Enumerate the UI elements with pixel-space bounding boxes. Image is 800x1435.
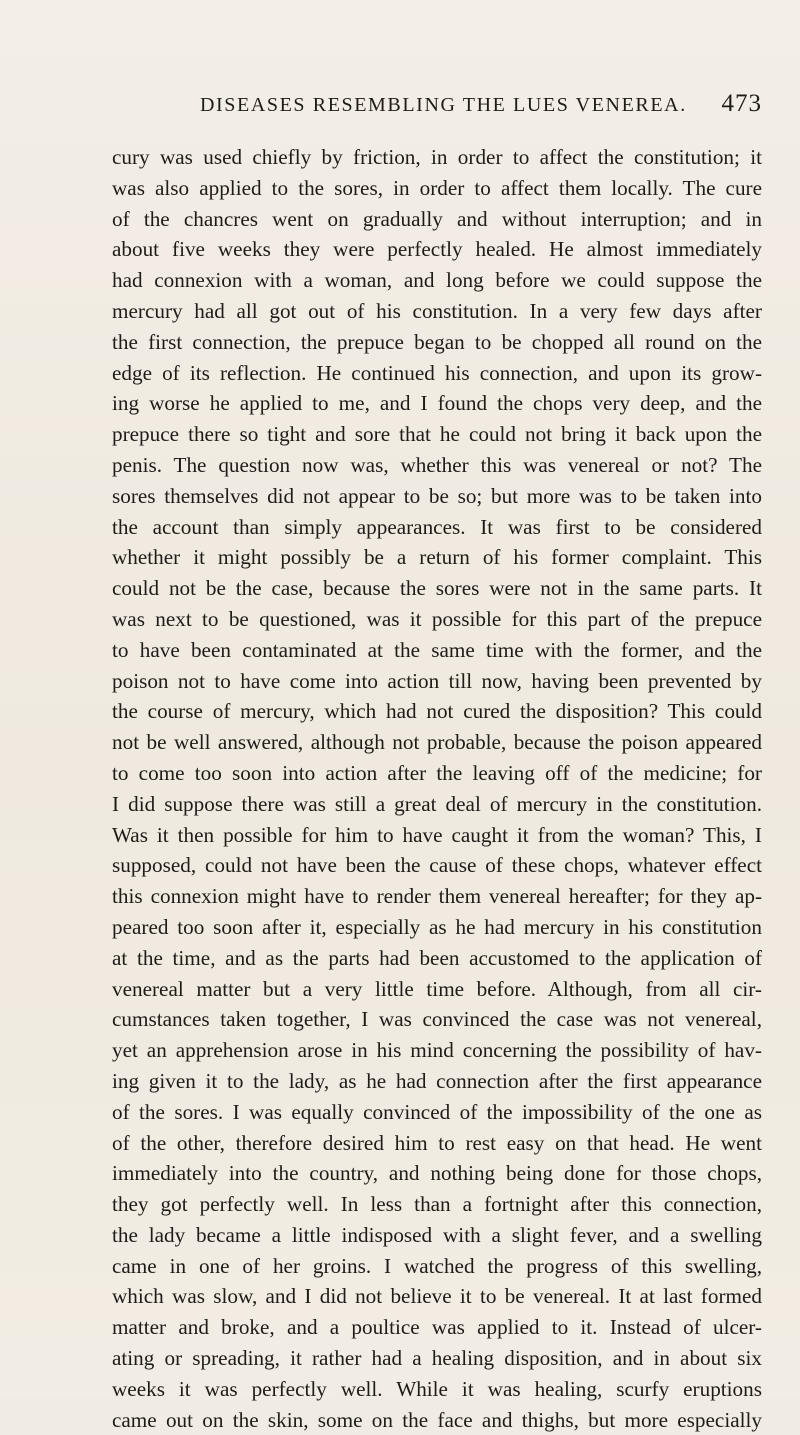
text-line: Was it then possible for him to have caught it from the woman? This, I bbox=[112, 822, 762, 847]
text-line: came out on the skin, some on the face and thighs, but more especially bbox=[112, 1407, 762, 1432]
text-line: was next to be questioned, was it possible for this part of the prepuce bbox=[112, 606, 762, 631]
text-line: mercury had all got out of his constitution. In a very few days after bbox=[112, 298, 762, 323]
text-line: peared too soon after it, especially as he had mercury in his constitution bbox=[112, 914, 762, 939]
text-line: I did suppose there was still a great deal of mercury in the constitution. bbox=[112, 791, 762, 816]
text-line: of the chancres went on gradually and without interruption; and in bbox=[112, 206, 762, 231]
text-line: of the other, therefore desired him to rest easy on that head. He went bbox=[112, 1130, 762, 1155]
text-line: poison not to have come into action till now, having been prevented by bbox=[112, 668, 762, 693]
text-line: immediately into the country, and nothing being done for those chops, bbox=[112, 1161, 762, 1186]
text-line: prepuce there so tight and sore that he could not bring it back upon the bbox=[112, 422, 762, 447]
text-line: could not be the case, because the sores were not in the same parts. It bbox=[112, 576, 762, 601]
text-line: this connexion might have to render them venereal hereafter; for they ap- bbox=[112, 884, 762, 909]
text-line: weeks it was perfectly well. While it was healing, scurfy eruptions bbox=[112, 1376, 762, 1401]
text-line: about five weeks they were perfectly healed. He almost immediately bbox=[112, 237, 762, 262]
text-line: which was slow, and I did not believe it to be venereal. It at last formed bbox=[112, 1284, 762, 1309]
text-line: not be well answered, although not probable, because the poison appeared bbox=[112, 730, 762, 755]
body-text bbox=[112, 142, 762, 1435]
text-line: to come too soon into action after the leaving off of the medicine; for bbox=[112, 760, 762, 785]
text-line: venereal matter but a very little time before. Although, from all cir- bbox=[112, 976, 762, 1001]
text-line: the account than simply appearances. It was first to be considered bbox=[112, 514, 762, 539]
text-line: whether it might possibly be a return of his former complaint. This bbox=[112, 545, 762, 570]
text-line: had connexion with a woman, and long before we could suppose the bbox=[112, 268, 762, 293]
text-line: sores themselves did not appear to be so; but more was to be taken into bbox=[112, 483, 762, 508]
text-line: the first connection, the prepuce began to be chopped all round on the bbox=[112, 329, 762, 354]
text-line: of the sores. I was equally convinced of the impossibility of the one as bbox=[112, 1099, 762, 1124]
text-line: ating or spreading, it rather had a healing disposition, and in about six bbox=[112, 1346, 762, 1371]
running-head bbox=[112, 90, 760, 122]
text-line: came in one of her groins. I watched the progress of this swelling, bbox=[112, 1253, 762, 1278]
text-line: cumstances taken together, I was convinced the case was not venereal, bbox=[112, 1007, 762, 1032]
text-line: penis. The question now was, whether this was venereal or not? The bbox=[112, 452, 762, 477]
text-line: the lady became a little indisposed with a slight fever, and a swelling bbox=[112, 1222, 762, 1247]
text-line: edge of its reflection. He continued his connection, and upon its grow- bbox=[112, 360, 762, 385]
text-line: to have been contaminated at the same time with the former, and the bbox=[112, 637, 762, 662]
text-line: ing worse he applied to me, and I found the chops very deep, and the bbox=[112, 391, 762, 416]
text-line: was also applied to the sores, in order to affect them locally. The cure bbox=[112, 175, 762, 200]
text-line: they got perfectly well. In less than a fortnight after this connection, bbox=[112, 1192, 762, 1217]
running-title: DISEASES RESEMBLING THE LUES VENEREA. bbox=[200, 94, 687, 116]
text-line: yet an apprehension arose in his mind concerning the possibility of hav- bbox=[112, 1038, 762, 1063]
text-line: supposed, could not have been the cause of these chops, whatever effect bbox=[112, 853, 762, 878]
page-number: 473 bbox=[721, 90, 762, 117]
text-line: at the time, and as the parts had been accustomed to the application of bbox=[112, 945, 762, 970]
text-line: cury was used chiefly by friction, in order to affect the constitution; it bbox=[112, 145, 762, 169]
text-line: ing given it to the lady, as he had connection after the first appearance bbox=[112, 1068, 762, 1093]
text-line: matter and broke, and a poultice was applied to it. Instead of ulcer- bbox=[112, 1315, 762, 1340]
text-line: the course of mercury, which had not cured the disposition? This could bbox=[112, 699, 762, 724]
